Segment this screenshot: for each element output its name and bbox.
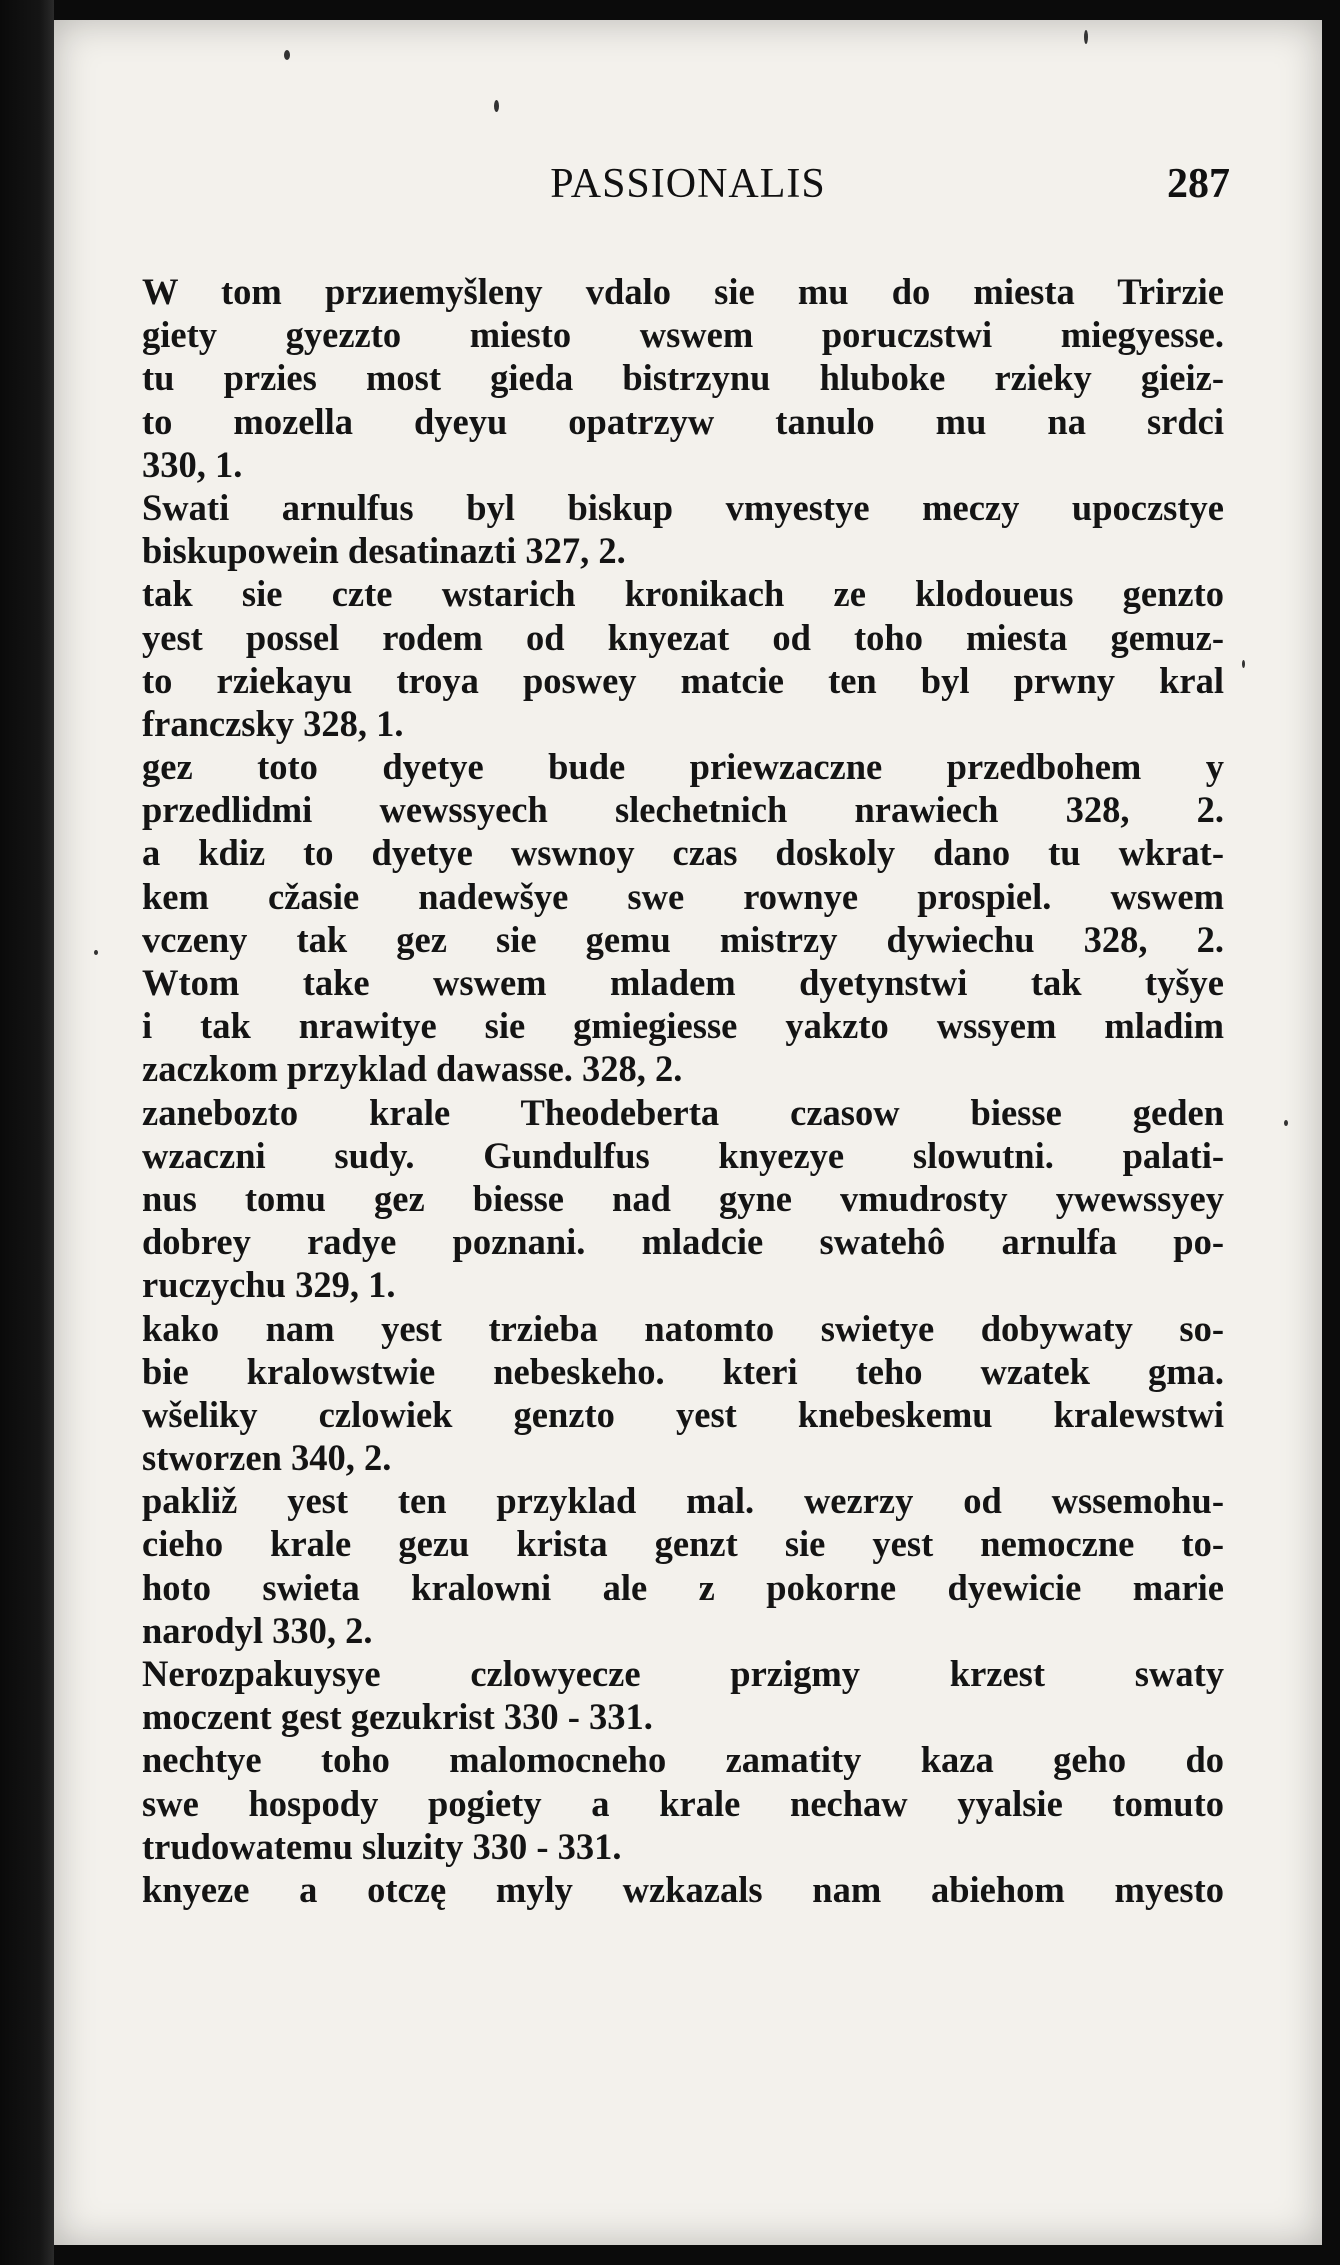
text-line: yest possel rodem od knyezat od toho miesta gemuz- — [142, 616, 1224, 658]
text-line: franczsky 328, 1. — [142, 702, 404, 744]
text-line: stworzen 340, 2. — [142, 1437, 392, 1479]
paper-speck — [494, 100, 499, 112]
text-line: bie kralowstwie nebeskeho. kteri teho wzatek gma. — [142, 1350, 1224, 1392]
page-header — [54, 160, 1322, 220]
text-line: i tak nrawitye sie gmiegiesse yakzto wssyem mladim — [142, 1005, 1224, 1047]
text-line: biskupowein desatinazti 327, 2. — [142, 530, 626, 572]
text-line: wzaczni sudy. Gundulfus knyezye slowutni. palati- — [142, 1134, 1224, 1176]
text-line: vczeny tak gez sie gemu mistrzy dywiechu 328, 2. — [142, 918, 1224, 960]
text-line: tu przies most gieda bistrzynu hluboke rzieky gieiz- — [142, 357, 1224, 399]
text-line: cieho krale gezu krista genzt sie yest nemoczne to- — [142, 1523, 1224, 1565]
body-text — [142, 270, 1224, 1911]
text-line: Wtom take wswem mladem dyetynstwi tak tyšye — [142, 962, 1224, 1003]
text-line: to rziekayu troya poswey matcie ten byl prwny kral — [142, 659, 1224, 701]
text-line: Nerozpakuysye czlowyecze przigmy krzest swaty — [142, 1653, 1224, 1694]
text-line: 330, 1. — [142, 443, 243, 485]
text-line: kako nam yest trzieba natomto swietye dobywaty so- — [142, 1307, 1224, 1349]
text-line: wšeliky czlowiek genzto yest knebeskemu kralewstwi — [142, 1393, 1224, 1435]
paper-speck — [1242, 660, 1245, 668]
paper-speck — [1284, 1120, 1288, 1126]
text-line: kem cžasie nadewšye swe rownye prospiel. wswem — [142, 875, 1224, 917]
paper-speck — [1084, 30, 1088, 44]
book-gutter — [0, 0, 54, 2265]
running-title: PASSIONALIS — [550, 161, 826, 207]
paper-speck — [94, 950, 98, 955]
text-line: tak sie czte wstarich kronikach ze klodoueus genzto — [142, 573, 1224, 615]
paper-speck — [284, 50, 290, 60]
page-number: 287 — [1167, 161, 1230, 207]
text-line: to mozella dyeyu opatrzyw tanulo mu na srdci — [142, 400, 1224, 442]
text-line: przedlidmi wewssyech slechetnich nrawiech 328, 2. — [142, 789, 1224, 831]
text-line: dobrey radye poznani. mladcie swatehô arnulfa po- — [142, 1221, 1224, 1263]
page-sheet — [54, 20, 1322, 2245]
text-line: zaczkom przyklad dawasse. 328, 2. — [142, 1048, 683, 1090]
text-line: giety gyezzto miesto wswem poruczstwi miegyesse. — [142, 314, 1224, 356]
text-line: zanebozto krale Theodeberta czasow biesse geden — [142, 1091, 1224, 1133]
text-line: nechtye toho malomocneho zamatity kaza geho do — [142, 1739, 1224, 1781]
text-line: a kdiz to dyetye wswnoy czas doskoly dano tu wkrat- — [142, 832, 1224, 874]
text-line: trudowatemu sluzity 330 - 331. — [142, 1825, 622, 1867]
text-line: W tom przиemyšleny vdalo sie mu do miesta Trirzie — [142, 271, 1224, 312]
text-line: hoto swieta kralowni ale z pokorne dyewicie marie — [142, 1566, 1224, 1608]
text-line: narodyl 330, 2. — [142, 1609, 373, 1651]
text-line: swe hospody pogiety a krale nechaw yyalsie tomuto — [142, 1782, 1224, 1824]
text-line: gez toto dyetye bude priewzaczne przedbohem y — [142, 746, 1224, 788]
text-line: pakliž yest ten przyklad mal. wezrzy od wssemohu- — [142, 1480, 1224, 1522]
text-line: nus tomu gez biesse nad gyne vmudrosty ywewssyey — [142, 1177, 1224, 1219]
text-line: Swati arnulfus byl biskup vmyestye meczy upoczstye — [142, 486, 1224, 528]
text-line: knyeze a otczę myly wzkazals nam abiehom myesto — [142, 1868, 1224, 1910]
text-line: ruczychu 329, 1. — [142, 1264, 396, 1306]
text-line: moczent gest gezukrist 330 - 331. — [142, 1696, 653, 1738]
